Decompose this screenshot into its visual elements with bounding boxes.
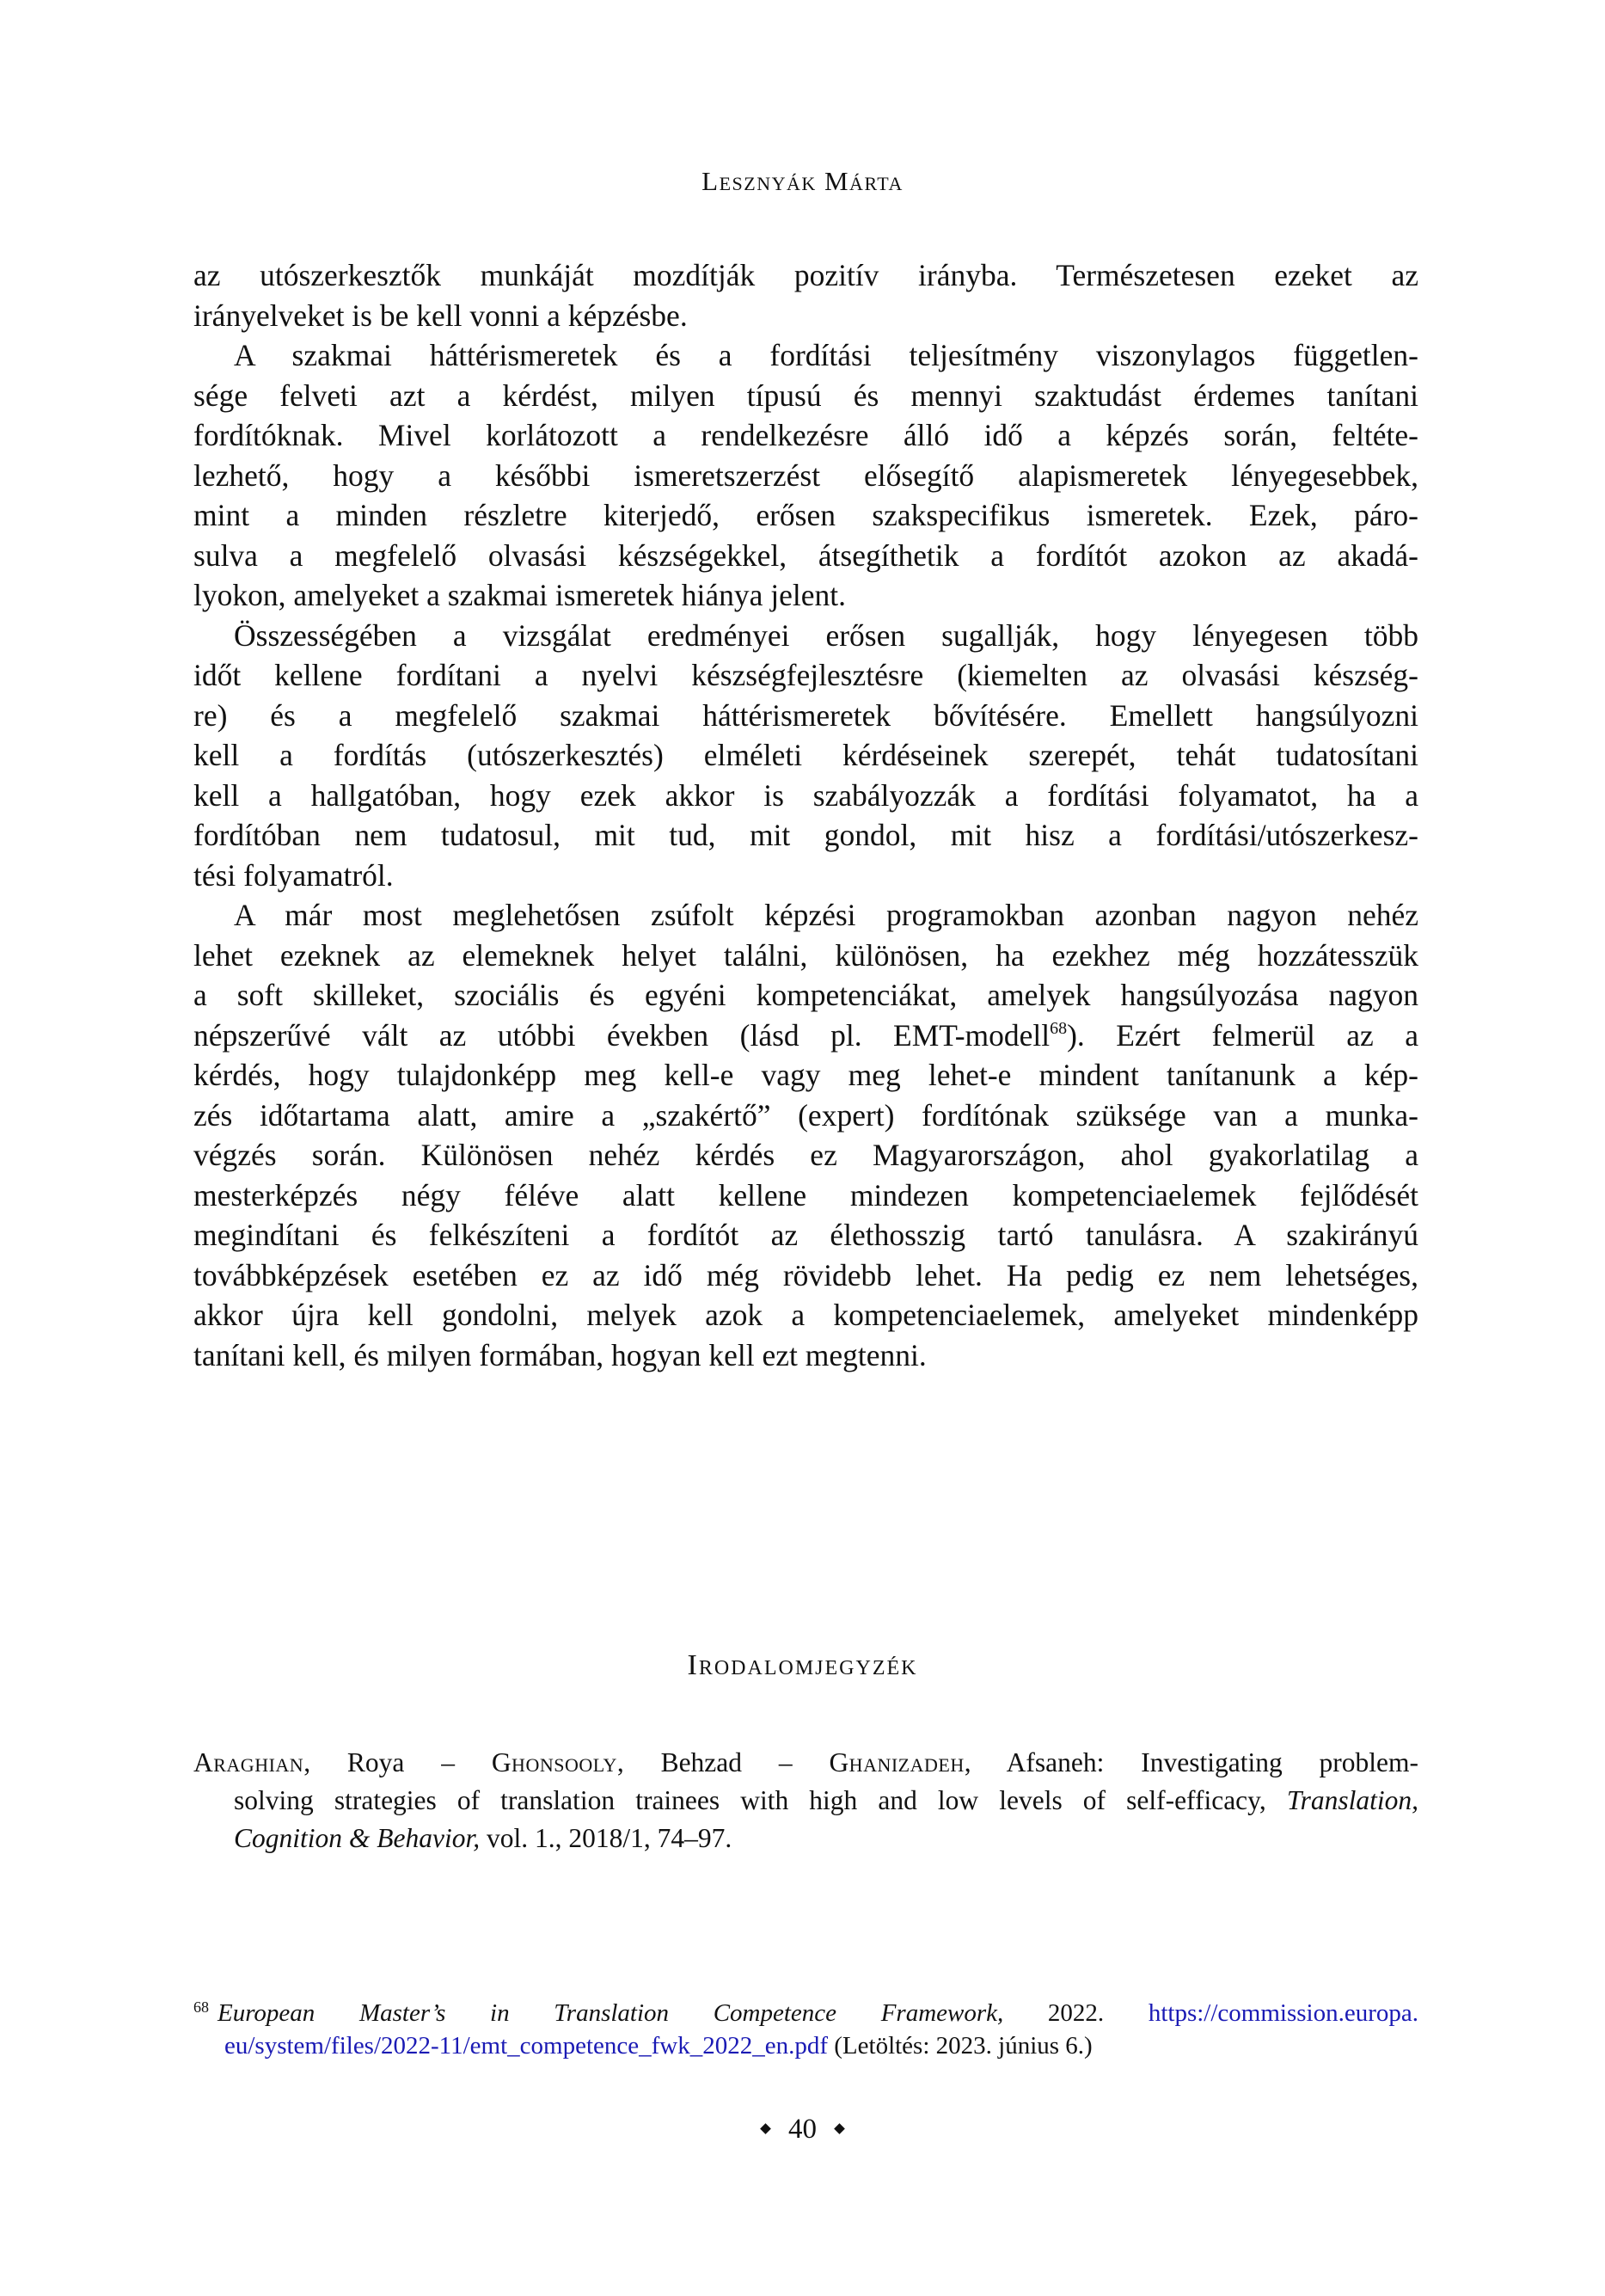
footnote-access-date: (Letöltés: 2023. június 6.) (828, 2032, 1093, 2060)
bibliography-heading: Irodalomjegyzék (687, 1649, 918, 1681)
bib-journal-part2: Cognition & Behavior, (234, 1823, 481, 1853)
bib-line-1 (193, 1744, 1418, 1782)
body-line: mint a minden részletre kiterjedő, erősen szakspecifikus ismeretek. Ezek, páro- (193, 498, 1418, 532)
body-line: lehet ezeknek az elemeknek helyet találni, különösen, ha ezekhez még hozzátesszük (193, 937, 1418, 973)
body-line: irányelveket is be kell vonni a képzésbe. (193, 298, 688, 333)
body-line: fordítóban nem tudatosul, mit tud, mit gondol, mit hisz a fordítási/utószerkesz- (193, 818, 1418, 852)
body-line: Összességében a vizsgálat eredményei erősen sugallják, hogy lényegesen több (234, 617, 1418, 653)
body-line: az utószerkesztők munkáját mozdítják pozitív irányba. Természetesen ezeket az (193, 258, 1418, 292)
footnote-line-2 (193, 2029, 1418, 2062)
body-line: re) és a megfelelő szakmai háttérismeretek bővítésére. Emellett hangsúlyozni (193, 697, 1418, 733)
body-line: időt kellene fordítani a nyelvi készségfejlesztésre (kiemelten az olvasási készség- (193, 658, 1418, 692)
footnote-url-part2[interactable]: eu/system/files/2022-11/emt_competence_fwk_2022_en.pdf (224, 2032, 829, 2060)
footnote-line-1 (193, 1997, 1418, 2029)
bib-title-cont: solving strategies of translation trainees with high and low levels of self-efficacy, (234, 1785, 1287, 1815)
body-line-text: ). Ezért felmerül az a (1067, 1017, 1418, 1053)
body-line (193, 1016, 1418, 1056)
body-line: A szakmai háttérismeretek és a fordítási teljesítmény viszonylagos független- (234, 338, 1418, 372)
footnote-number: 68 (193, 1998, 209, 2016)
footnote-reference[interactable]: 68 (1050, 1018, 1068, 1038)
page-number: 40 (788, 2114, 817, 2145)
body-line: továbbképzések esetében ez az idő még rövidebb lehet. Ha pedig ez nem lehetséges, (193, 1257, 1418, 1292)
bib-author-3: Ghanizadeh (829, 1747, 965, 1777)
body-line: akkor újra kell gondolni, melyek azok a kompetenciaelemek, amelyeket mindenképp (193, 1298, 1418, 1332)
diamond-bullet-icon (834, 2123, 845, 2134)
body-line: megindítani és felkészíteni a fordítót az élethosszig tartó tanulásra. A szakirányú (193, 1218, 1418, 1252)
running-head: Lesznyák Márta (701, 166, 904, 196)
body-line: mesterképzés négy féléve alatt kellene mindezen kompetenciaelemek fejlődését (193, 1177, 1418, 1212)
body-line: sége felveti azt a kérdést, milyen típusú és mennyi szaktudást érdemes tanítani (193, 378, 1418, 413)
body-line: végzés során. Különösen nehéz kérdés ez Magyarországon, ahol gyakorlatilag a (193, 1138, 1418, 1172)
bib-author-2: Ghonsooly (491, 1747, 617, 1777)
body-line: tanítani kell, és milyen formában, hogyan kell ezt megtenni. (193, 1337, 927, 1372)
body-line: A már most meglehetősen zsúfolt képzési programokban azonban nagyon nehéz (234, 898, 1418, 932)
footnote-title: European Master’s in Translation Competence Framework, (217, 1999, 1004, 2027)
body-line: kell a hallgatóban, hogy ezek akkor is szabályozzák a fordítási folyamatot, ha a (193, 777, 1418, 813)
bib-volume-pages: vol. 1., 2018/1, 74–97. (480, 1823, 732, 1853)
bib-author-1-given: , Roya – (303, 1747, 492, 1777)
body-line: fordítóknak. Mivel korlátozott a rendelkezésre álló idő a képzés során, feltéte- (193, 418, 1418, 452)
footnote-year: 2022. (1003, 1999, 1149, 2027)
body-line: lyokon, amelyeket a szakmai ismeretek hiánya jelent. (193, 578, 847, 612)
bib-line-2 (193, 1782, 1418, 1820)
bibliography-entry (193, 1744, 1418, 1857)
diamond-bullet-icon (760, 2123, 771, 2134)
body-line: kérdés, hogy tulajdonképp meg kell-e vagy meg lehet-e mindent tanítanunk a kép- (193, 1058, 1418, 1092)
bib-author-3-given-title: , Afsaneh: Investigating problem- (964, 1747, 1418, 1777)
body-text (193, 255, 1418, 1375)
bib-author-2-given: , Behzad – (616, 1747, 830, 1777)
page-number-footer (0, 2114, 1605, 2146)
footnote-68 (193, 1997, 1418, 2062)
bib-journal-part1: Translation, (1286, 1785, 1418, 1815)
bib-author-1: Araghian (193, 1747, 304, 1777)
body-line: lezhető, hogy a későbbi ismeretszerzést elősegítő alapismeretek lényegesebbek, (193, 457, 1418, 493)
body-line: kell a fordítás (utószerkesztés) elméleti kérdéseinek szerepét, tehát tudatosítani (193, 738, 1418, 772)
body-line-text: népszerűvé vált az utóbbi években (lásd pl. EMT-modell (193, 1017, 1051, 1053)
body-line: a soft skilleket, szociális és egyéni kompetenciákat, amelyek hangsúlyozása nagyon (193, 978, 1418, 1012)
body-line: tési folyamatról. (193, 857, 394, 893)
bib-line-3 (193, 1820, 1418, 1857)
body-line: sulva a megfelelő olvasási készségekkel, átsegíthetik a fordítót azokon az akadá- (193, 537, 1418, 573)
footnote-url-part1[interactable]: https://commission.europa. (1148, 1999, 1418, 2027)
body-line: zés időtartama alatt, amire a „szakértő” (expert) fordítónak szüksége van a munka- (193, 1097, 1418, 1133)
